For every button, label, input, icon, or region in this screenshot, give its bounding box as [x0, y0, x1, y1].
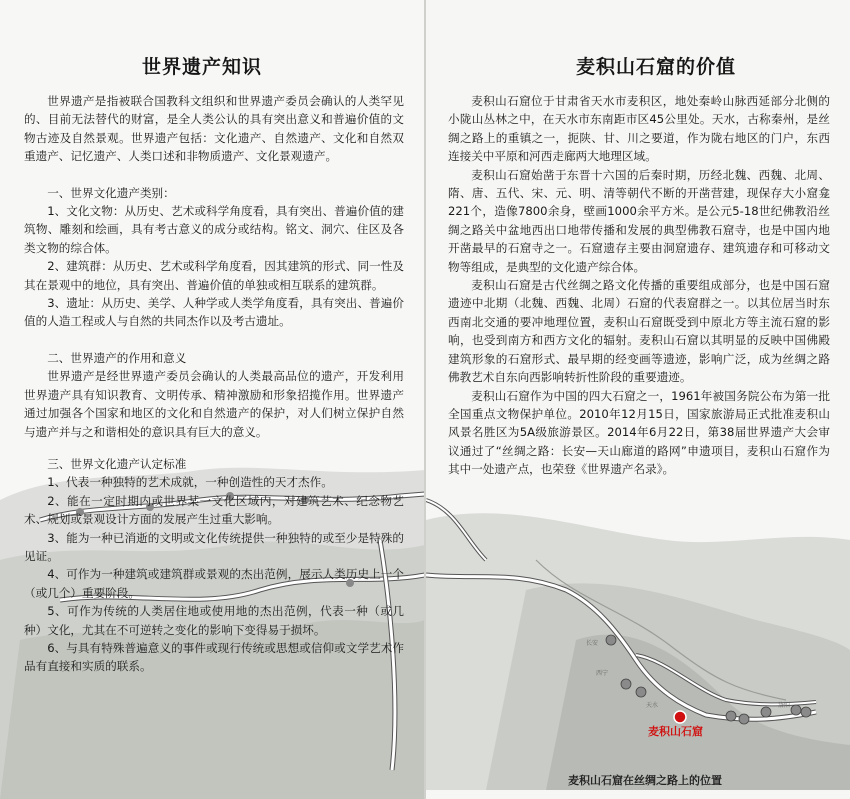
map-label: 西宁: [596, 670, 609, 677]
map-label: 洛阳: [778, 702, 791, 709]
paragraph-category-2: 2、建筑群：从历史、艺术或科学角度看，因其建筑的形式、同一性及其在景观中的地位，具有突出、普遍价值的单独或相互联系的建筑群。: [24, 259, 404, 292]
right-page: [426, 0, 850, 799]
map-city-dot: [801, 707, 811, 717]
right-page-title: 麦积山石窟的价值: [576, 56, 737, 78]
left-page-body: [24, 92, 404, 676]
paragraph-role: 世界遗产是经世界遗产委员会确认的人类最高品位的遗产，开发利用世界遗产具有知识教育、文明传承、精神激励和形象招揽作用。世界遗产通过加强各个国家和地区的文化和自然遗产的保护，对人们树立保护自然与遗产并与之和谐相处的意识具有巨大的意义。: [24, 369, 404, 439]
paragraph-criterion-1: 1、代表一种独特的艺术成就，一种创造性的天才杰作。: [47, 475, 333, 490]
map-city-dot: [606, 635, 616, 645]
paragraph-history: 麦积山石窟始凿于东晋十六国的后秦时期，历经北魏、西魏、北周、隋、唐、五代、宋、元、明、清等朝代不断的开凿营建，现保存大小窟龛221个，造像7800余身，壁画1000余平方米。是公元5-18世纪佛教沿丝绸之路关中盆地西出口地带传播和发展的典型佛教石窟寺，也是中国内地开凿最早的石窟寺之一。石窟遗存主要由洞窟遗存、建筑遗存和可移动文物等组成，是典型的文化遗产综合体。: [448, 167, 830, 274]
heading-role: 二、世界遗产的作用和意义: [47, 350, 187, 365]
map-city-dot: [621, 679, 631, 689]
heading-criteria: 三、世界文化遗产认定标准: [47, 456, 187, 471]
maijishan-label: 麦积山石窟: [648, 725, 703, 738]
right-page-body: [448, 92, 830, 479]
maijishan-marker: [674, 711, 686, 723]
paragraph-criterion-6: 6、与具有特殊普遍意义的事件或现行传统或思想或信仰或文学艺术作品有直接和实质的联系。: [24, 640, 404, 674]
paragraph-location: 麦积山石窟位于甘肃省天水市麦积区，地处秦岭山脉西延部分北侧的小陇山丛林之中，在天水市东南距市区45公里处。天水，古称秦州，是丝绸之路上的重镇之一，扼陕、甘、川之要道，作为陇右地区的门户，东西连接关中平原和河西走廊两大地理区域。: [448, 94, 830, 164]
paragraph-criterion-2: 2、能在一定时期内或世界某一文化区域内，对建筑艺术、纪念物艺术、规划或景观设计方面的发展产生过重大影响。: [24, 493, 404, 527]
map-city-dot: [726, 711, 736, 721]
paragraph-category-3: 3、遗址：从历史、美学、人种学或人类学角度看，具有突出、普遍价值的人造工程或人与自然的共同杰作以及考古遗址。: [24, 296, 404, 329]
map-city-dot: [791, 705, 801, 715]
map-caption: 麦积山石窟在丝绸之路上的位置: [568, 774, 722, 787]
paragraph-criterion-4: 4、可作为一种建筑或建筑群或景观的杰出范例，展示人类历史上一个（或几个）重要阶段。: [24, 567, 404, 600]
paragraph-criterion-3: 3、能为一种已消逝的文明或文化传统提供一种独特的或至少是特殊的见证。: [24, 530, 404, 563]
map-label: 天水: [646, 702, 659, 709]
map-city-dot: [761, 707, 771, 717]
paragraph-silk-road: 麦积山石窟是古代丝绸之路文化传播的重要组成部分，也是中国石窟遗迹中北期（北魏、西魏、北周）石窟的代表窟群之一。以其位居当时东西南北交通的要冲地理位置，麦积山石窟既受到中原北方等主流石窟的影响，也受到南方和西方文化的辐射。麦积山石窟以其明显的反映中国佛殿建筑形象的石窟形式、最早期的经变画等遗迹，影响广泛，成为丝绸之路佛教艺术自东向西影响转折性阶段的重要遗迹。: [448, 278, 830, 385]
map-label: 长安: [586, 640, 599, 647]
paragraph-intro: 世界遗产是指被联合国教科文组织和世界遗产委员会确认的人类罕见的、目前无法替代的财富，是全人类公认的具有突出意义和普遍价值的文物古迹及自然景观。世界遗产包括：文化遗产、自然遗产、文化和自然双重遗产、记忆遗产、人类口述和非物质遗产、文化景观遗产。: [24, 94, 404, 164]
map-city-dot: [636, 687, 646, 697]
left-page-title: 世界遗产知识: [142, 56, 263, 78]
heading-categories: 一、世界文化遗产类别：: [47, 185, 175, 200]
paragraph-heritage-status: 麦积山石窟作为中国的四大石窟之一，1961年被国务院公布为第一批全国重点文物保护单位。2010年12月15日，国家旅游局正式批准麦积山风景名胜区为5A级旅游景区。2014年6月22日，第38届世界遗产大会审议通过了“丝绸之路：长安—天山廊道的路网”申遗项目，麦积山石窟作为其中一处遗产点，也荣登《世界遗产名录》。: [448, 388, 830, 477]
map-city-dot: [739, 714, 749, 724]
paragraph-category-1: 1、文化文物：从历史、艺术或科学角度看，具有突出、普遍价值的建筑物、雕刻和绘画，具有考古意义的成分或结构。铭文、洞穴、住区及各类文物的综合体。: [24, 204, 404, 255]
paragraph-criterion-5: 5、可作为传统的人类居住地或使用地的杰出范例，代表一种（或几种）文化，尤其在不可逆转之变化的影响下变得易于损坏。: [24, 604, 404, 637]
